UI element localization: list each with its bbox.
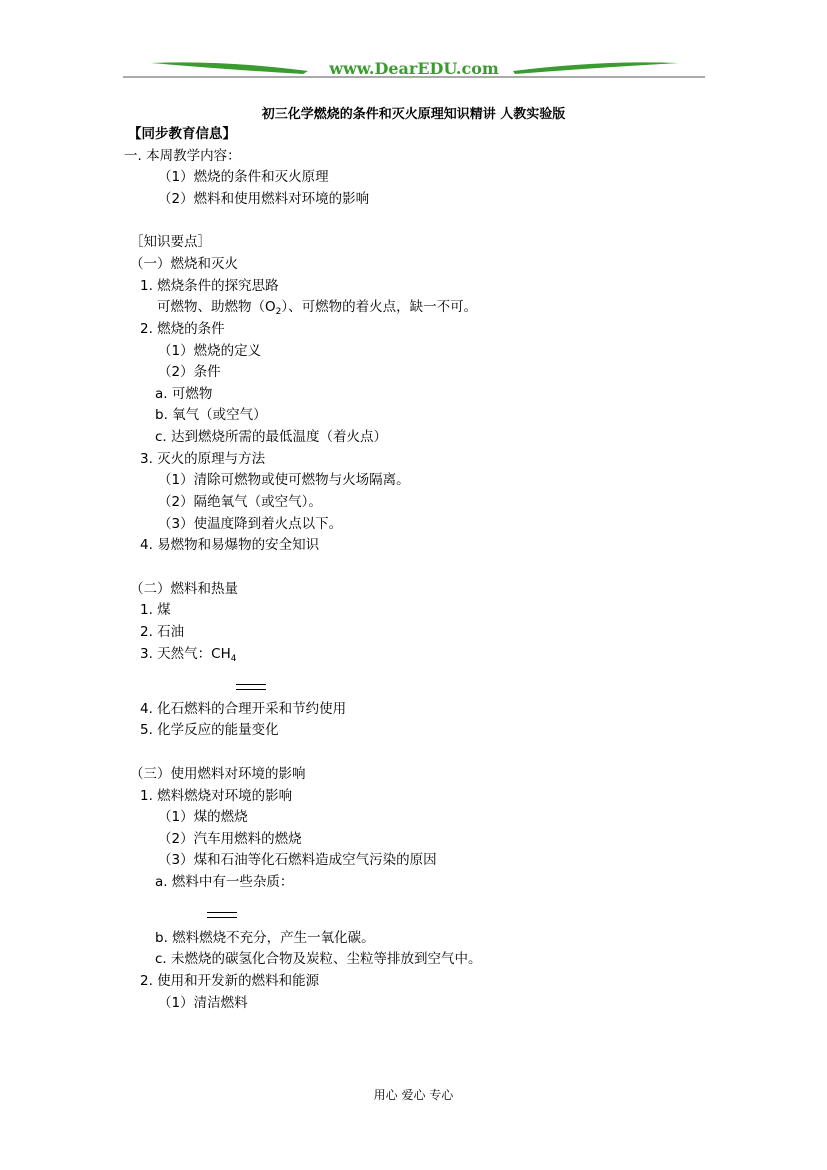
page-footer: 用心 爱心 专心 [373,1088,454,1102]
section-heading: （一）燃烧和灭火 [130,256,238,272]
list-item: a. 可燃物 [155,386,213,402]
list-item: （1）清洁燃料 [158,995,248,1011]
subscript: 2 [275,307,282,317]
text-run: 可燃物、助燃物（O [157,299,276,315]
list-item: 1. 燃料燃烧对环境的影响 [140,788,293,804]
list-item: a. 燃料中有一些杂质： [155,874,294,890]
header-banner [123,56,705,80]
list-item: （3）煤和石油等化石燃料造成空气污染的原因 [158,852,437,868]
list-item [140,645,236,668]
list-item: 2. 燃烧的条件 [140,321,225,337]
heading-weekly-content: 一. 本周教学内容： [124,148,241,164]
list-item: （2）汽车用燃料的燃烧 [158,831,302,847]
list-item: c. 未燃烧的碳氢化合物及炭粒、尘粒等排放到空气中。 [155,951,482,967]
list-item: 2. 使用和开发新的燃料和能源 [140,973,320,989]
list-item: （3）使温度降到着火点以下。 [158,516,343,532]
paragraph [157,298,477,321]
section-tag: 【同步教育信息】 [128,126,236,142]
list-item: （2）燃料和使用燃料对环境的影响 [158,191,370,207]
list-item: c. 达到燃烧所需的最低温度（着火点） [155,429,388,445]
list-item: 4. 化石燃料的合理开采和节约使用 [140,701,347,717]
list-item: 2. 石油 [140,624,185,640]
site-name: www.DearEDU.com [329,59,499,78]
equation-equals-sign [236,684,266,690]
list-item: b. 燃料燃烧不充分，产生一氧化碳。 [155,930,375,946]
equation-equals-sign [207,912,237,918]
heading-key-points: ［知识要点］ [130,234,211,250]
page-header [123,56,705,80]
subscript: 4 [230,654,237,664]
list-item: （1）燃烧的条件和灭火原理 [158,169,329,185]
document-title: 初三化学燃烧的条件和灭火原理知识精讲 人教实验版 [261,107,566,122]
list-item: b. 氧气（或空气） [155,407,267,423]
section-heading: （三）使用燃料对环境的影响 [130,766,306,782]
list-item: 5. 化学反应的能量变化 [140,722,279,738]
text-run: 3. 天然气：CH [140,646,231,662]
list-item: （1）清除可燃物或使可燃物与火场隔离。 [158,472,410,488]
text-run: ）、可燃物的着火点，缺一不可。 [281,299,478,315]
list-item: 1. 燃烧条件的探究思路 [140,278,279,294]
section-heading: （二）燃料和热量 [130,581,238,597]
list-item: （2）隔绝氧气（或空气）。 [158,494,322,510]
list-item: （2）条件 [158,364,221,380]
list-item: 3. 灭火的原理与方法 [140,451,266,467]
list-item: （1）燃烧的定义 [158,343,262,359]
list-item: 4. 易燃物和易爆物的安全知识 [140,537,320,553]
list-item: （1）煤的燃烧 [158,809,248,825]
list-item: 1. 煤 [140,602,171,618]
